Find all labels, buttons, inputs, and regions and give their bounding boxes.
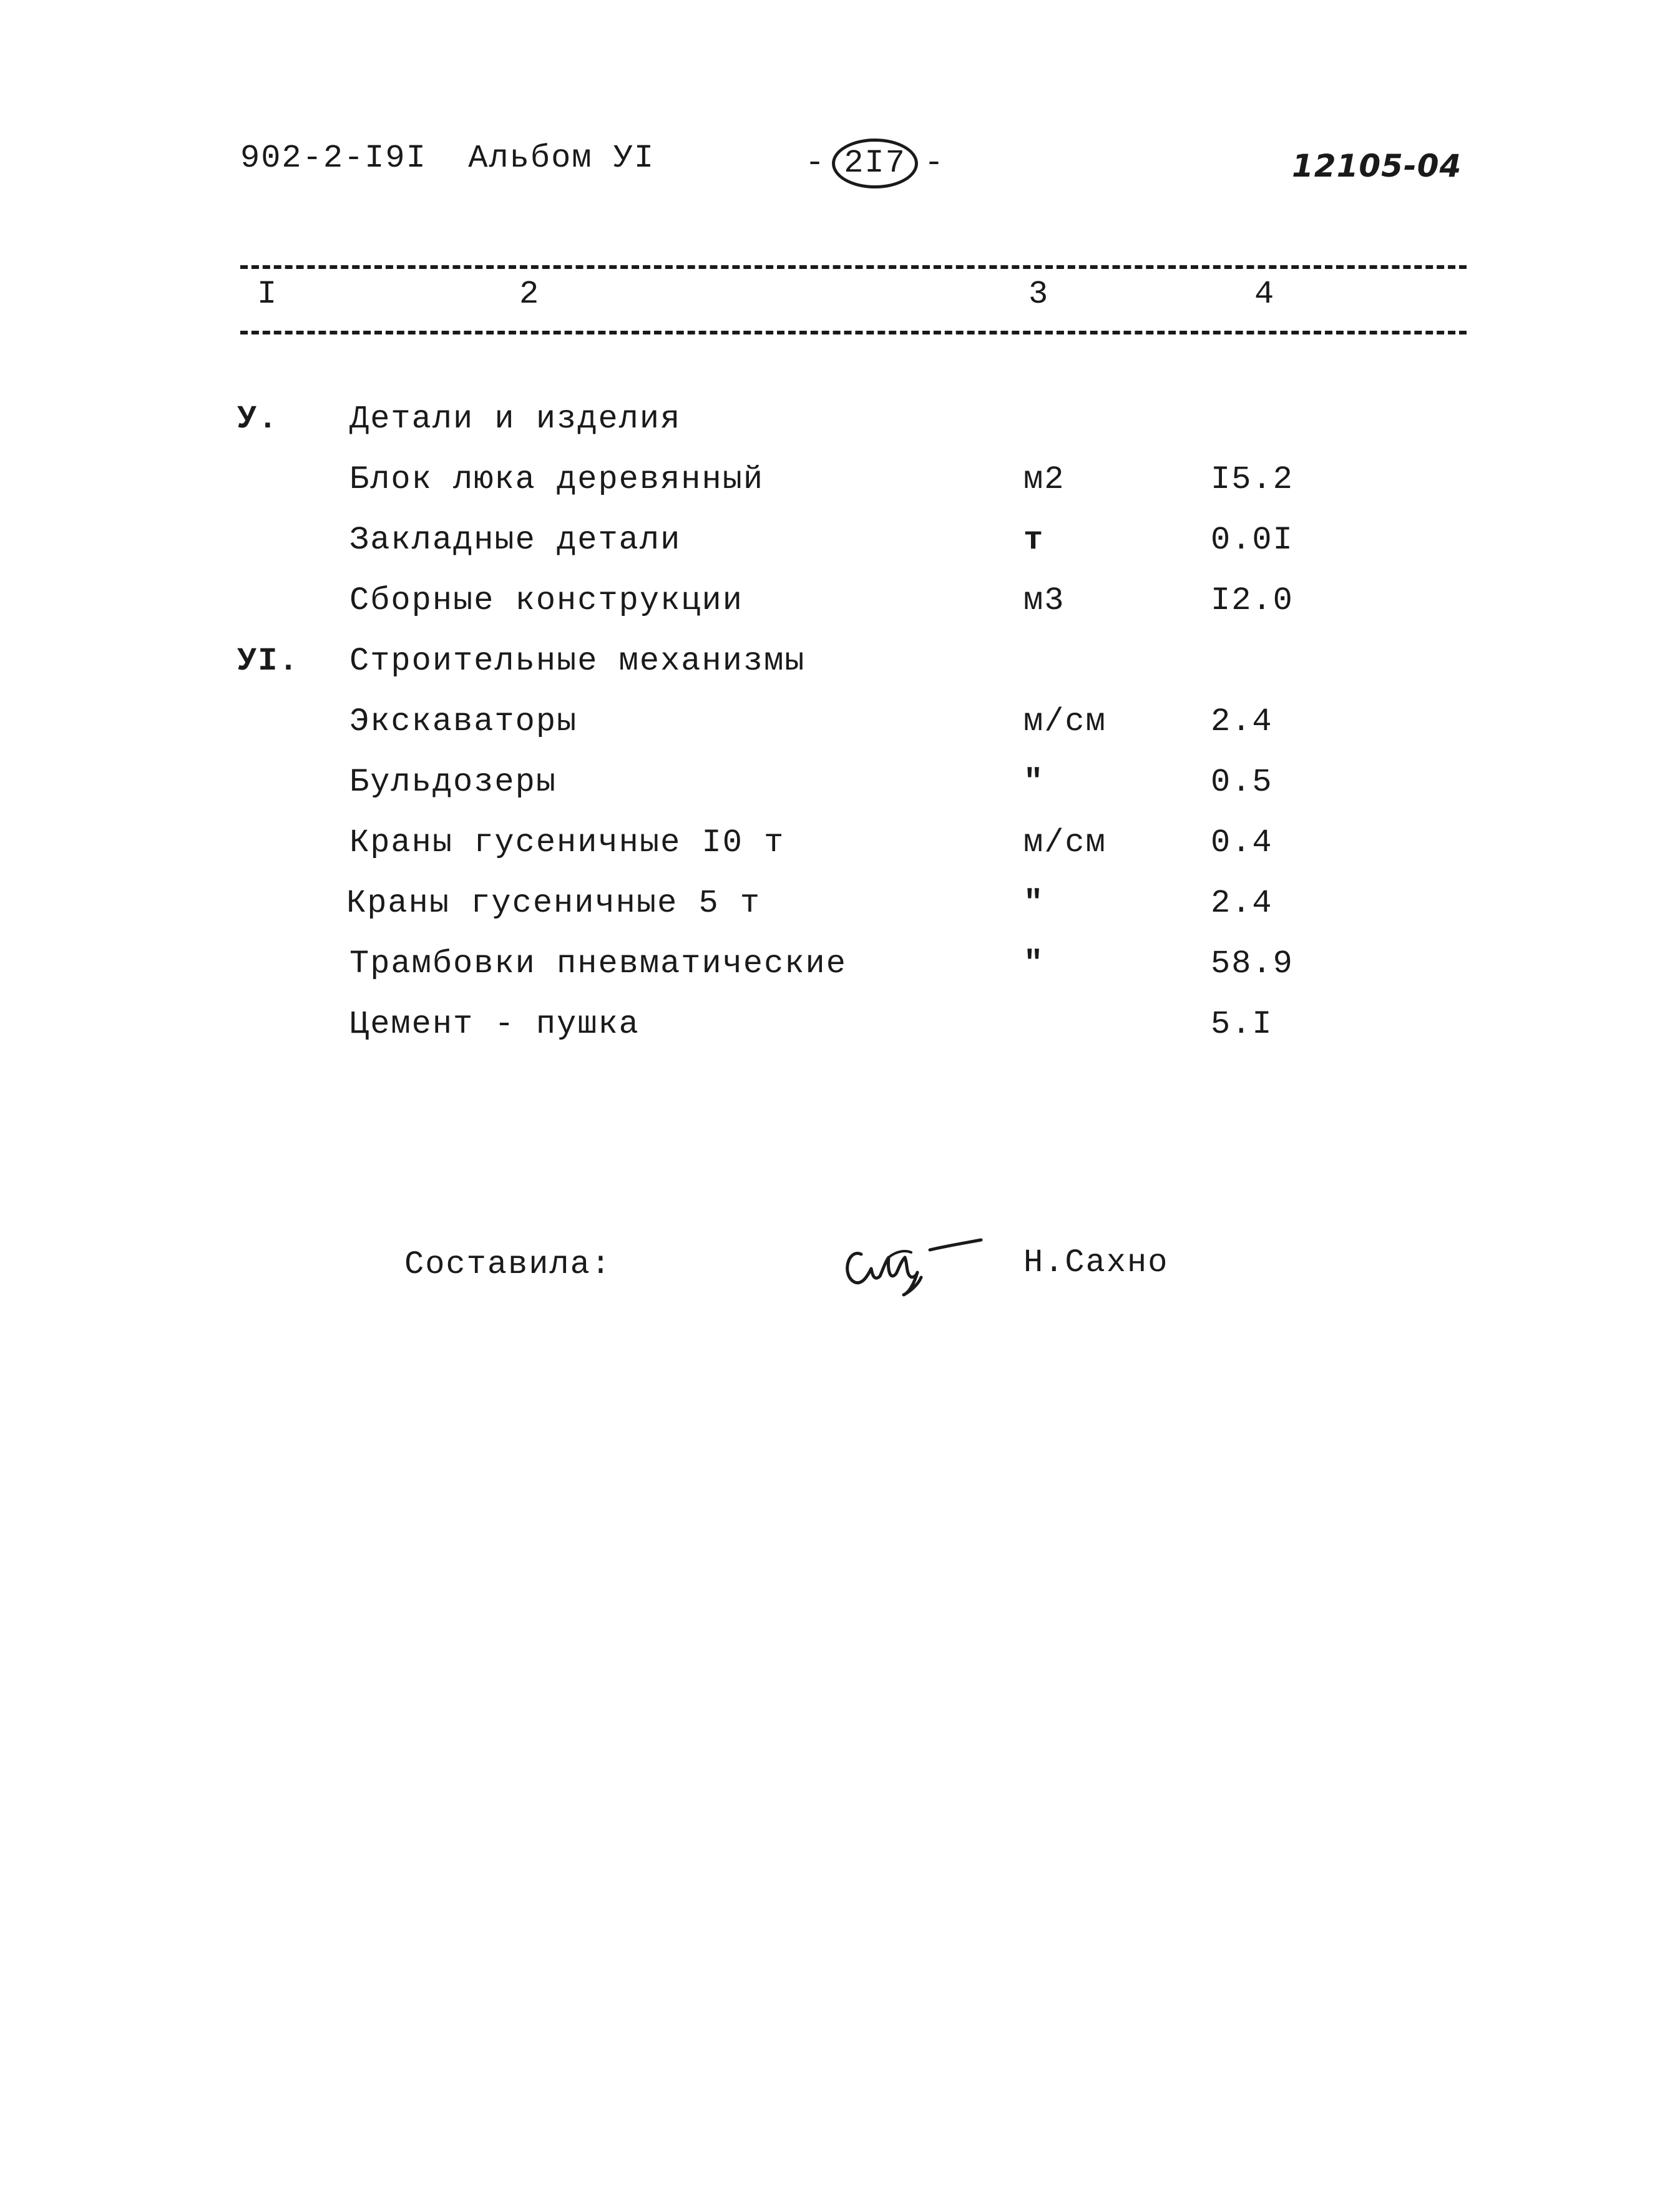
column-header-3: 3 (1028, 276, 1050, 313)
column-header-4: 4 (1254, 276, 1276, 313)
row-name: Бульдозеры (349, 764, 557, 801)
row-value: 0.0I (1211, 522, 1294, 558)
row-unit: т (1023, 522, 1045, 558)
column-header-1: I (257, 276, 278, 313)
doc-number: 902-2-I9I (240, 140, 427, 177)
row-name: Детали и изделия (349, 401, 681, 437)
row-unit: м3 (1023, 582, 1065, 619)
row-value: 2.4 (1211, 885, 1273, 922)
row-name: Закладные детали (349, 522, 681, 558)
album-label: Альбом УI (468, 140, 655, 177)
row-name: Строительные механизмы (349, 643, 806, 680)
row-unit: " (1023, 945, 1045, 982)
row-unit: " (1023, 885, 1045, 922)
header-rule-bottom (240, 331, 1467, 334)
header-rule-top (240, 265, 1467, 269)
page-dash-left: - (805, 145, 826, 182)
row-name: Краны гусеничные 5 т (346, 885, 761, 922)
compiled-label: Составила: (404, 1246, 612, 1283)
row-num: У. (237, 401, 279, 437)
row-name: Трамбовки пневматические (349, 945, 847, 982)
header-doc-info (240, 139, 655, 178)
handwritten-signature (836, 1232, 986, 1301)
row-value: I2.0 (1211, 582, 1294, 619)
row-value: 58.9 (1211, 945, 1294, 982)
row-unit: м/см (1023, 824, 1106, 861)
row-name: Цемент - пушка (349, 1006, 640, 1043)
row-unit: " (1023, 764, 1045, 801)
page-number: 2I7 (832, 139, 918, 188)
archive-code: 12105-04 (1292, 148, 1462, 184)
row-num: УI. (237, 643, 300, 680)
row-name: Блок люка деревянный (349, 461, 764, 498)
row-value: 2.4 (1211, 703, 1273, 740)
row-unit: м2 (1023, 461, 1065, 498)
author-name: Н.Сахно (1023, 1244, 1169, 1281)
row-unit: м/см (1023, 703, 1106, 740)
column-header-2: 2 (519, 276, 540, 313)
page-number-block (805, 139, 945, 188)
row-value: I5.2 (1211, 461, 1294, 498)
row-name: Сборные конструкции (349, 582, 743, 619)
row-name: Экскаваторы (349, 703, 578, 740)
row-value: 5.I (1211, 1006, 1273, 1043)
page-dash-right: - (924, 145, 945, 182)
row-value: 0.4 (1211, 824, 1273, 861)
row-value: 0.5 (1211, 764, 1273, 801)
row-name: Краны гусеничные I0 т (349, 824, 785, 861)
